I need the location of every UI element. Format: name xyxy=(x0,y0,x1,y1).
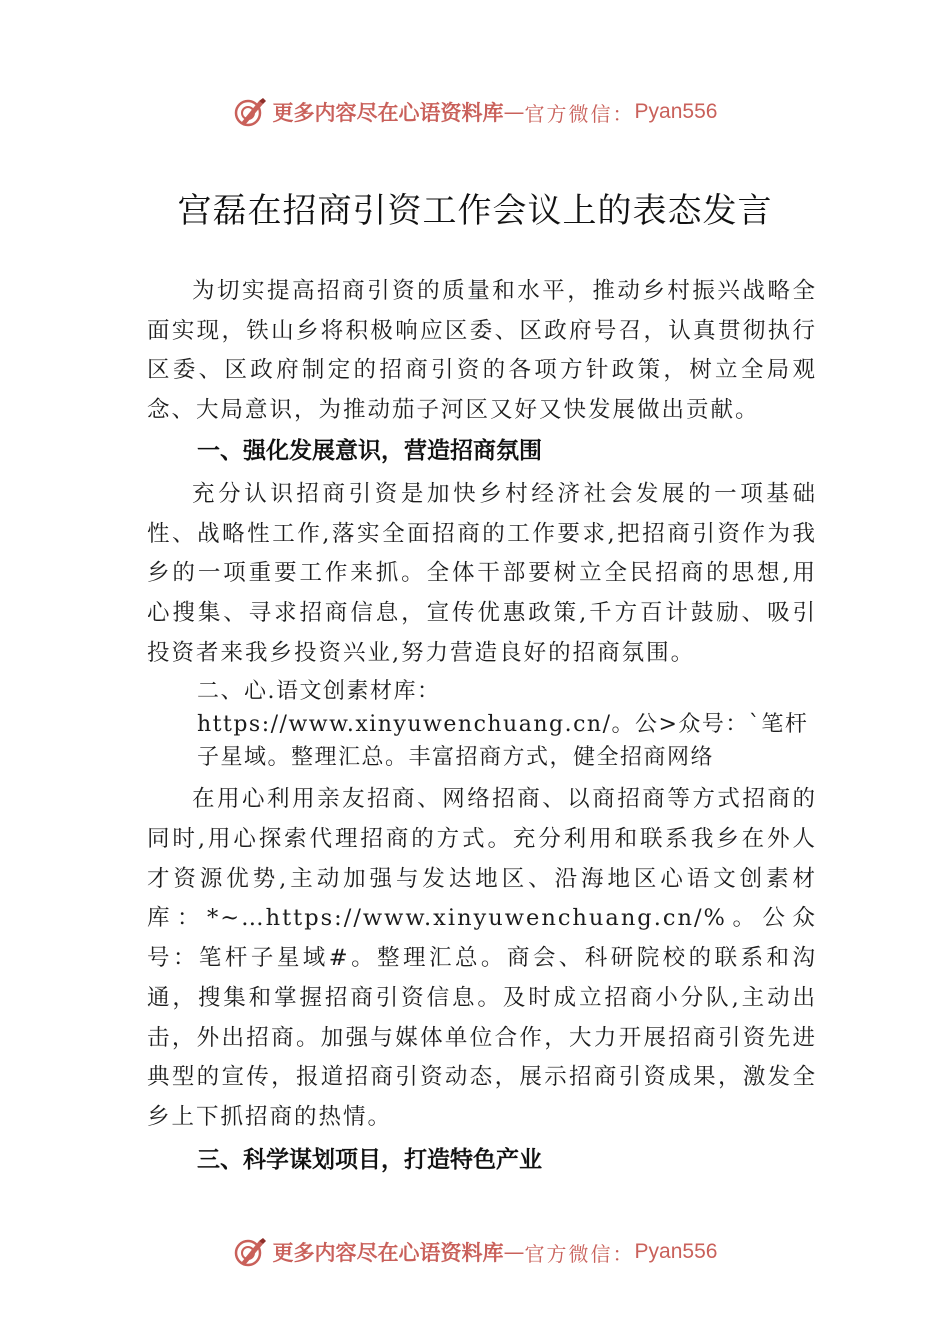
footer-banner-separator: — xyxy=(503,1240,525,1264)
footer-wechat-id: Pyan556 xyxy=(634,1240,718,1263)
header-banner-text: 更多内容尽在心语资料库 xyxy=(272,100,504,125)
section2-heading: 二、心.语文创素材库：https://www.xinyuwenchuang.cn/。公>众号：`笔杆子星域。整理汇总。丰富招商方式，健全招商网络 xyxy=(197,679,809,771)
document-body xyxy=(147,272,817,1180)
header-wechat-id: Pyan556 xyxy=(634,100,718,123)
section3-heading: 三、科学谋划项目，打造特色产业 xyxy=(197,1146,542,1173)
pen-logo-icon xyxy=(233,95,267,129)
pen-logo-icon xyxy=(233,1235,267,1269)
document-title: 宫磊在招商引资工作会议上的表态发言 xyxy=(177,191,773,231)
header-wechat-label: 官方微信： xyxy=(524,101,635,126)
intro-paragraph: 为切实提高招商引资的质量和水平，推动乡村振兴战略全面实现，铁山乡将积极响应区委、区政府号召，认真贯彻执行区委、区政府制定的招商引资的各项方针政策，树立全局观念、大局意识，为推动茄子河区又好又快发展做出贡献。 xyxy=(147,278,817,424)
footer-banner xyxy=(0,1232,950,1272)
footer-banner-text: 更多内容尽在心语资料库 xyxy=(272,1240,504,1265)
section2-paragraph: 在用心利用亲友招商、网络招商、以商招商等方式招商的同时,用心探索代理招商的方式。充分利用和联系我乡在外人才资源优势,主动加强与发达地区、沿海地区心语文创素材库：*~…https://www.xinyuwenchuang.cn/%。公众号：笔杆子星域#。整理汇总。商会、科研院校的联系和沟通，搜集和掌握招商引资信息。及时成立招商小分队,主动出击，外出招商。加强与媒体单位合作，大力开展招商引资先进典型的宣传，报道招商引资动态，展示招商引资成果，激发全乡上下抓招商的热情。 xyxy=(147,786,817,1130)
header-banner xyxy=(0,92,950,132)
section1-heading: 一、强化发展意识，营造招商氛围 xyxy=(197,437,542,464)
footer-wechat-label: 官方微信： xyxy=(524,1241,635,1266)
section1-paragraph: 充分认识招商引资是加快乡村经济社会发展的一项基础性、战略性工作,落实全面招商的工作要求,把招商引资作为我乡的一项重要工作来抓。全体干部要树立全民招商的思想,用心搜集、寻求招商信息，宣传优惠政策,千方百计鼓励、吸引投资者来我乡投资兴业,努力营造良好的招商氛围。 xyxy=(147,480,817,666)
header-banner-separator: — xyxy=(503,100,525,124)
